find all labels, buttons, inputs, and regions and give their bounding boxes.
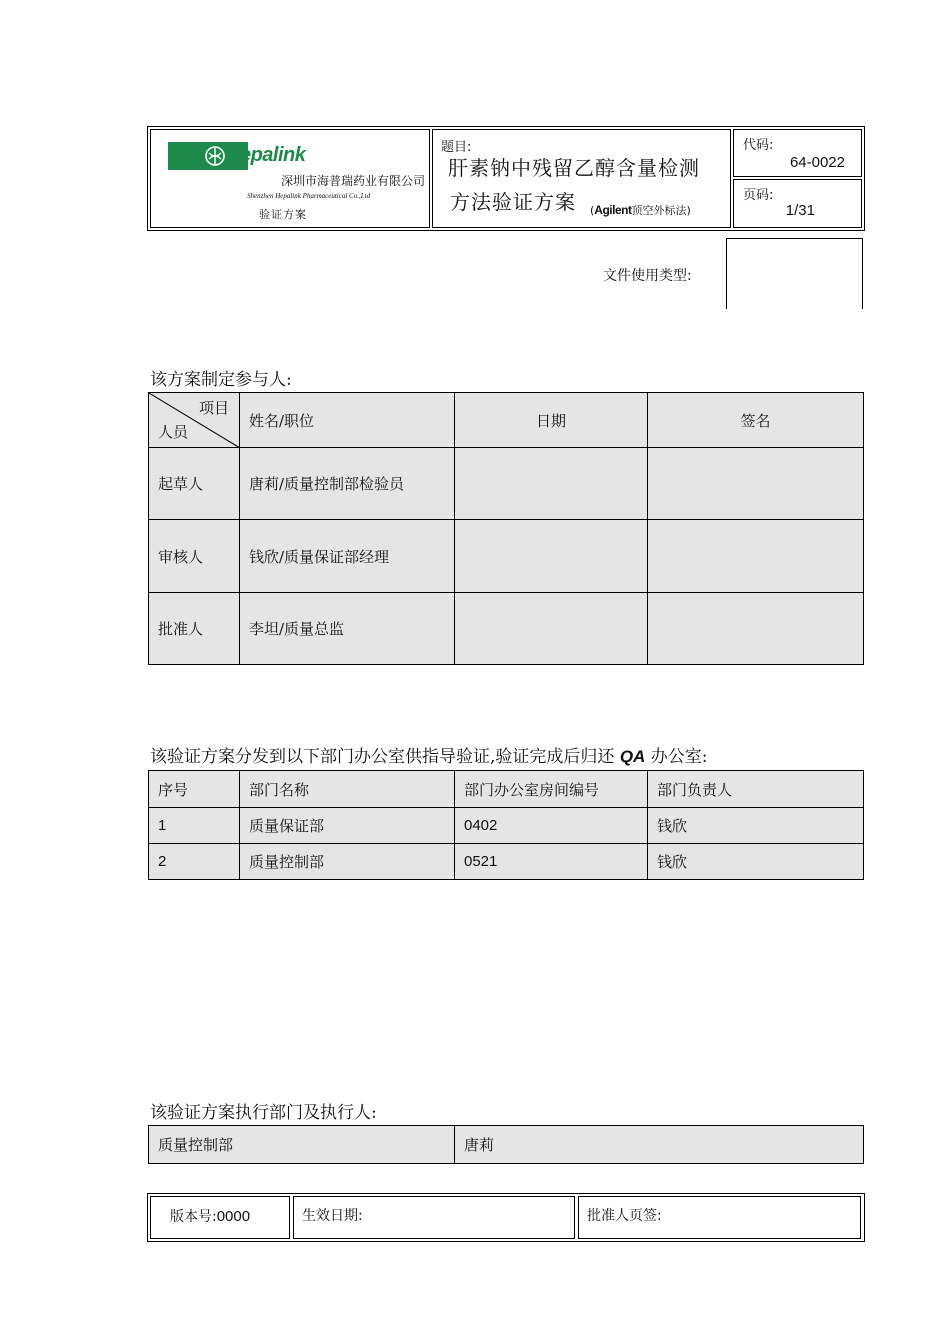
page-label: 页码: [743, 188, 774, 203]
column-header-date: 日期 [455, 393, 648, 448]
execution-department-cell: 质量控制部 [149, 1126, 455, 1164]
table-row [149, 520, 864, 593]
hepalink-emblem-icon [204, 144, 226, 168]
head-cell: 钱欣 [648, 808, 864, 844]
table-row [149, 844, 864, 880]
role-cell: 审核人 [149, 520, 240, 593]
document-footer [147, 1193, 865, 1242]
participants-table [148, 392, 864, 665]
department-cell: 质量控制部 [240, 844, 455, 880]
subject-label: 题目: [441, 140, 472, 155]
page-cell [733, 179, 862, 228]
company-logo [168, 142, 306, 170]
code-value: 64-0022 [789, 154, 845, 171]
role-cell: 批准人 [149, 593, 240, 665]
corner-cell [149, 393, 240, 448]
usage-type-label: 文件使用类型: [603, 268, 692, 284]
department-cell: 质量保证部 [240, 808, 455, 844]
company-cell [150, 129, 430, 228]
corner-top-label: 项目 [198, 399, 229, 417]
execution-person-cell: 唐莉 [455, 1126, 864, 1164]
name-position-cell: 唐莉/质量控制部检验员 [240, 448, 455, 520]
room-cell: 0521 [455, 844, 648, 880]
column-header-signature: 签名 [648, 393, 864, 448]
approver-signoff-cell [578, 1196, 861, 1239]
execution-title: 该验证方案执行部门及执行人: [150, 1103, 377, 1123]
effective-date-label: 生效日期: [302, 1208, 363, 1224]
distribution-title: 该验证方案分发到以下部门办公室供指导验证,验证完成后归还 QA 办公室: [150, 747, 708, 767]
document-kind: 验证方案 [259, 208, 307, 221]
signature-cell[interactable] [648, 520, 864, 593]
number-cell: 1 [149, 808, 240, 844]
table-row [149, 808, 864, 844]
name-position-cell: 钱欣/质量保证部经理 [240, 520, 455, 593]
version-label: 版本号: [170, 1209, 217, 1225]
subject-cell [432, 129, 731, 228]
approver-signoff-label: 批准人页签: [587, 1208, 662, 1224]
signature-cell[interactable] [648, 593, 864, 665]
execution-table [148, 1125, 864, 1164]
table-row [149, 1126, 864, 1164]
column-header-department: 部门名称 [240, 771, 455, 808]
usage-type-box [726, 238, 863, 309]
version-cell [150, 1196, 290, 1239]
date-cell[interactable] [455, 593, 648, 665]
subject-title-line2: 方法验证方案 [450, 190, 576, 214]
column-header-name: 姓名/职位 [240, 393, 455, 448]
table-row [149, 593, 864, 665]
table-row [149, 448, 864, 520]
distribution-table [148, 770, 864, 880]
subject-method-note: (Agilent顶空外标法) [590, 203, 691, 217]
date-cell[interactable] [455, 448, 648, 520]
subject-title-line1: 肝素钠中残留乙醇含量检测 [448, 156, 700, 180]
column-header-head: 部门负责人 [648, 771, 864, 808]
name-position-cell: 李坦/质量总监 [240, 593, 455, 665]
page-value: 1/31 [785, 202, 815, 219]
date-cell[interactable] [455, 520, 648, 593]
distribution-header-row [149, 771, 864, 808]
company-name-en: Shenzhen Hepalink Pharmaceutical Co.,Ltd [247, 192, 371, 200]
effective-date-cell [293, 1196, 575, 1239]
code-cell [733, 129, 862, 177]
logo-wordmark: Hepalink [226, 144, 306, 166]
role-cell: 起草人 [149, 448, 240, 520]
code-label: 代码: [743, 138, 774, 153]
document-header [147, 126, 865, 231]
head-cell: 钱欣 [648, 844, 864, 880]
company-name-cn: 深圳市海普瑞药业有限公司 [281, 174, 426, 188]
column-header-number: 序号 [149, 771, 240, 808]
number-cell: 2 [149, 844, 240, 880]
room-cell: 0402 [455, 808, 648, 844]
participants-title: 该方案制定参与人: [150, 370, 292, 390]
participants-header-row [149, 393, 864, 448]
version-value: 0000 [216, 1208, 251, 1225]
corner-bottom-label: 人员 [158, 423, 189, 441]
signature-cell[interactable] [648, 448, 864, 520]
column-header-room: 部门办公室房间编号 [455, 771, 648, 808]
